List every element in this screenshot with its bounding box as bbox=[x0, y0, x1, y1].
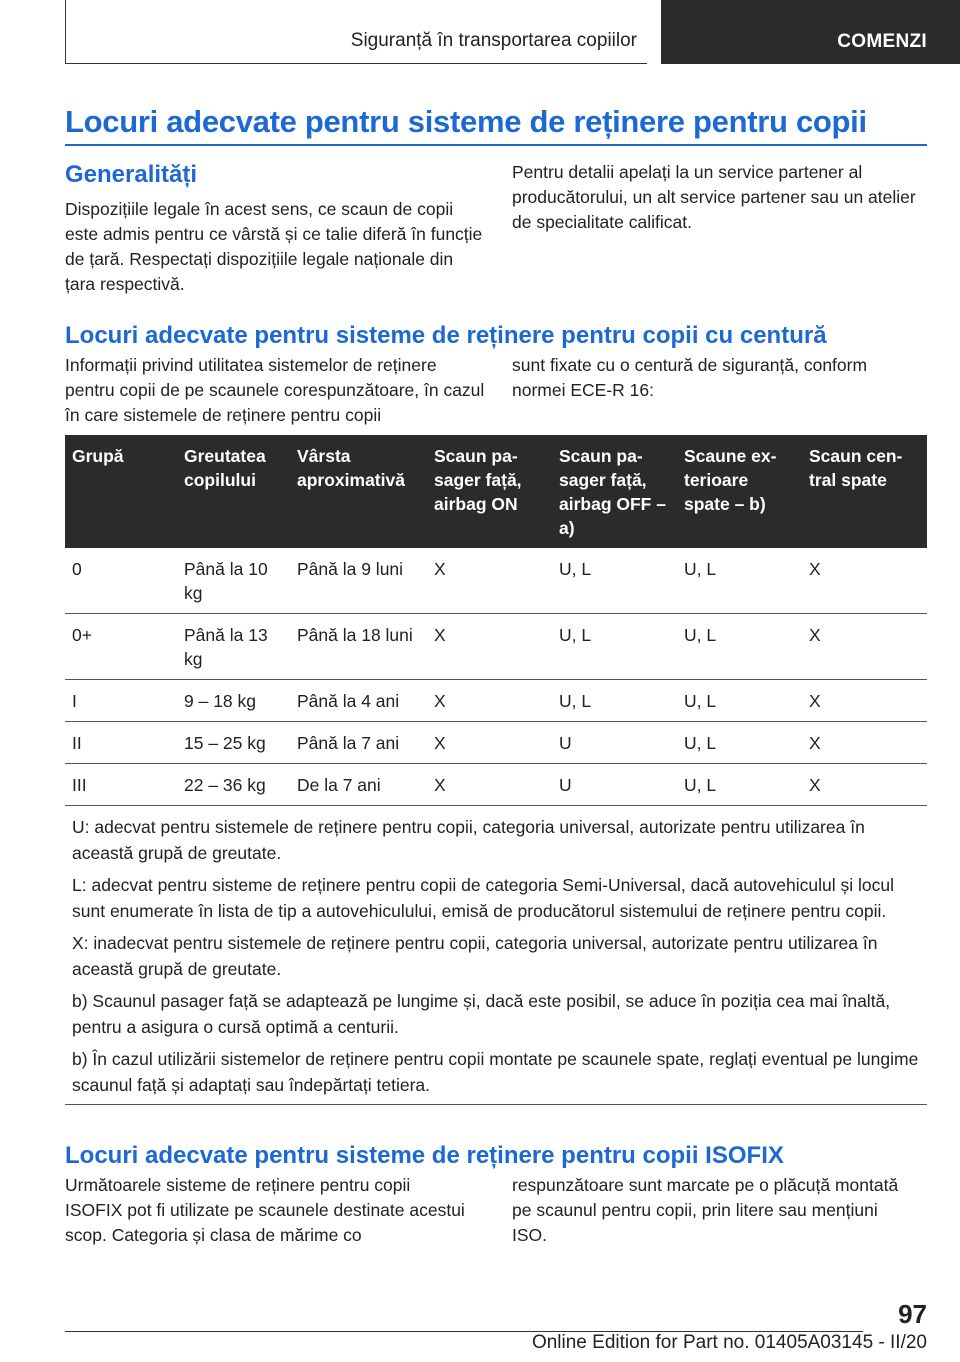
belt-text-left: Informații privind utilitatea sistemelor de reținere pentru copii de pe scaunele corespunzătoare, în cazul în care sistemele de reținere pentru copii bbox=[65, 355, 485, 425]
table-cell: U, L bbox=[552, 614, 677, 680]
table-cell: U bbox=[552, 764, 677, 806]
belt-heading: Locuri adecvate pentru sisteme de reținere pentru copii cu centură bbox=[65, 322, 827, 349]
general-heading: Generalități bbox=[65, 161, 198, 188]
chapter-title: COMENZI bbox=[837, 31, 927, 52]
table-cell: II bbox=[65, 722, 177, 764]
table-cell: Până la 4 ani bbox=[290, 680, 427, 722]
table-cell: I bbox=[65, 680, 177, 722]
table-row bbox=[65, 722, 927, 764]
table-cell: 0+ bbox=[65, 614, 177, 680]
table-cell: U, L bbox=[677, 722, 802, 764]
table-cell: X bbox=[427, 722, 552, 764]
table-cell: X bbox=[802, 548, 927, 614]
note-x: X: inadecvat pentru sistemele de reținere pentru copii, categoria universal, autorizate pentru utilizarea în această grupă de greutate. bbox=[72, 933, 878, 979]
table-cell: X bbox=[427, 548, 552, 614]
header-chapter-tab[interactable] bbox=[661, 0, 960, 64]
table-cell: 22 – 36 kg bbox=[177, 764, 290, 806]
note-u: U: adecvat pentru sistemele de reținere pentru copii, categoria universal, autorizate pentru utilizarea în această grupă de greutate. bbox=[72, 817, 865, 863]
footer-edition: Online Edition for Part no. 01405A03145 - II/20 bbox=[531, 1332, 927, 1353]
page-number: 97 bbox=[898, 1299, 927, 1329]
col-header: Scaun central spate bbox=[802, 435, 927, 548]
header-section-box bbox=[65, 0, 647, 64]
table-notes bbox=[65, 806, 927, 1105]
table-cell: Până la 7 ani bbox=[290, 722, 427, 764]
col-header: Vârsta aproximativă bbox=[290, 435, 427, 548]
table-cell: De la 7 ani bbox=[290, 764, 427, 806]
table-header-row bbox=[65, 435, 927, 548]
table-cell: 0 bbox=[65, 548, 177, 614]
table-row bbox=[65, 680, 927, 722]
general-text-left: Dispozițiile legale în acest sens, ce scaun de copii este admis pentru ce vârstă și ce talie diferă în funcție de țară. Respectați dispozițiile legale naționale din țara respectivă. bbox=[65, 199, 483, 294]
note-b-rear: b) În cazul utilizării sistemelor de reținere pentru copii montate pe scaunele spate, reglați eventual pe lungime scaunul față și adaptați sau îndepărtați tetiera. bbox=[72, 1049, 919, 1095]
isofix-text-right: respunzătoare sunt marcate pe o plăcuță montată pe scaunul pentru copii, prin litere sau mențiuni ISO. bbox=[512, 1175, 899, 1245]
col-header: Scaun pasager față, airbag ON bbox=[427, 435, 552, 548]
table-cell: 15 – 25 kg bbox=[177, 722, 290, 764]
table-cell: U bbox=[552, 722, 677, 764]
table-cell: Până la 18 luni bbox=[290, 614, 427, 680]
table-cell: 9 – 18 kg bbox=[177, 680, 290, 722]
table-cell: U, L bbox=[552, 548, 677, 614]
table-cell: U, L bbox=[677, 614, 802, 680]
table-cell: U, L bbox=[552, 680, 677, 722]
belt-text-right: sunt fixate cu o centură de siguranță, conform normei ECE-R 16: bbox=[512, 355, 868, 400]
note-l: L: adecvat pentru sisteme de reținere pentru copii de categoria Semi-Universal, dacă autovehiculul și locul sunt enumerate în lista de tip a autovehiculului, emisă de producătorul sistemului de reținere pentru copii. bbox=[72, 875, 894, 921]
table-cell: X bbox=[802, 614, 927, 680]
page-title: Locuri adecvate pentru sisteme de reținere pentru copii bbox=[65, 104, 927, 146]
table-row bbox=[65, 614, 927, 680]
note-b-front: b) Scaunul pasager față se adaptează pe lungime și, dacă este posibil, se aduce în poziția cea mai înaltă, pentru a asigura o cursă optimă a centurii. bbox=[72, 991, 891, 1037]
table-row bbox=[65, 548, 927, 614]
table-cell: Până la 9 luni bbox=[290, 548, 427, 614]
section-title: Siguranță în transportarea copiilor bbox=[350, 30, 637, 51]
table-cell: X bbox=[802, 722, 927, 764]
table-cell: U, L bbox=[677, 680, 802, 722]
table-cell: X bbox=[427, 680, 552, 722]
col-header: Grupă bbox=[65, 435, 177, 548]
child-seat-table bbox=[65, 435, 927, 1105]
table-cell: X bbox=[427, 764, 552, 806]
table-cell: X bbox=[427, 614, 552, 680]
isofix-text-left: Următoarele sisteme de reținere pentru copii ISOFIX pot fi utilizate pe scaunele destinate acestui scop. Categoria și clasa de mărime co bbox=[65, 1175, 465, 1245]
isofix-heading: Locuri adecvate pentru sisteme de reținere pentru copii ISOFIX bbox=[65, 1142, 784, 1169]
table-cell: III bbox=[65, 764, 177, 806]
col-header: Scaune exterioare spate – b) bbox=[677, 435, 802, 548]
table-cell: X bbox=[802, 764, 927, 806]
col-header: Scaun pasager față, airbag OFF – a) bbox=[552, 435, 677, 548]
col-header: Greutatea copilului bbox=[177, 435, 290, 548]
table-cell: Până la 13 kg bbox=[177, 614, 290, 680]
table-cell: Până la 10 kg bbox=[177, 548, 290, 614]
table-notes-row bbox=[65, 806, 927, 1105]
table-cell: X bbox=[802, 680, 927, 722]
general-text-right: Pentru detalii apelați la un service partener al producătorului, un alt service partener sau un atelier de specialitate calificat. bbox=[512, 162, 916, 232]
table-row bbox=[65, 764, 927, 806]
table-cell: U, L bbox=[677, 764, 802, 806]
table-cell: U, L bbox=[677, 548, 802, 614]
